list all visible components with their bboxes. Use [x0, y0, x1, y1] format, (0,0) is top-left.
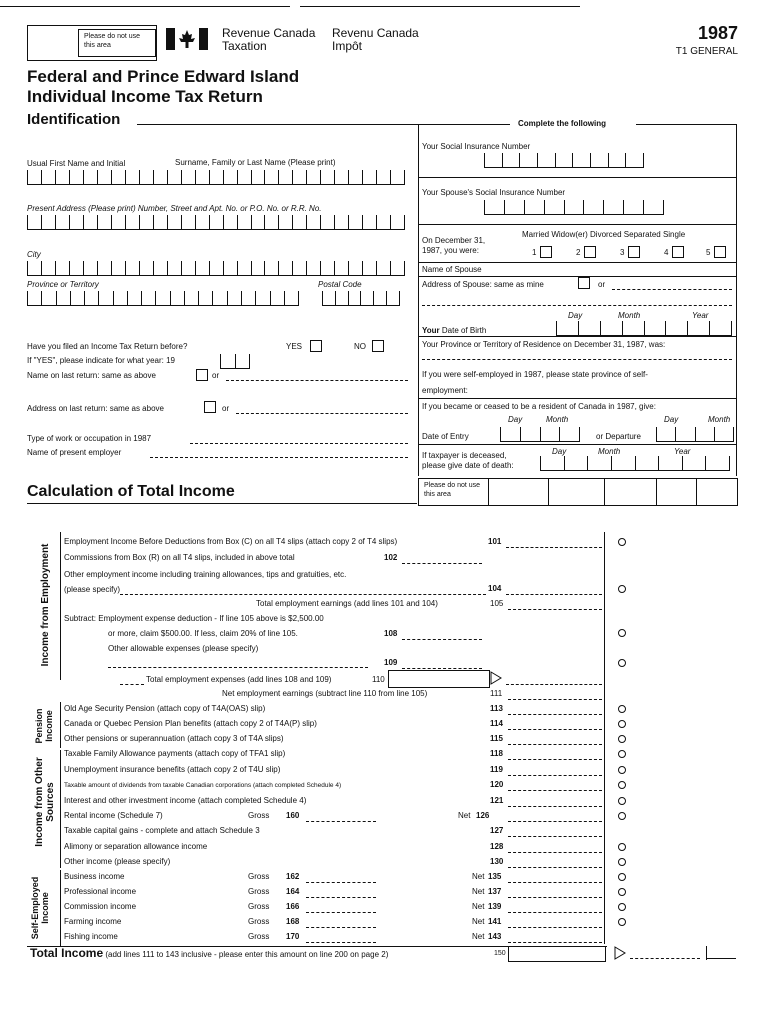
line-135-marker — [618, 873, 626, 881]
line-113-number: 113 — [490, 704, 503, 713]
line-119-label: Unemployment insurance benefits (attach copy 2 of T4U slip) — [64, 765, 281, 774]
arrow-right-icon — [490, 671, 502, 685]
arrow-right-icon-2 — [614, 946, 626, 960]
line-137-field[interactable] — [508, 897, 602, 898]
type-of-work-label: Type of work or occupation in 1987 — [27, 434, 152, 443]
dob-year-label: Year — [692, 311, 709, 320]
agency-fr-2: Impôt — [332, 39, 363, 53]
form-title-2: Individual Income Tax Return — [27, 87, 263, 106]
dob-label: Your Date of Birth — [422, 326, 487, 335]
name-last-return-label: Name on last return: same as above — [27, 371, 156, 380]
line-128-marker — [618, 843, 626, 851]
line-119-marker — [618, 766, 626, 774]
line-120-number: 120 — [490, 780, 504, 789]
line-139-marker — [618, 903, 626, 911]
departure-day-label: Day — [664, 415, 679, 424]
line-128-label: Alimony or separation allowance income — [64, 842, 208, 851]
line-113-field[interactable] — [508, 714, 602, 715]
self-employed-side-label: Self-Employed Income — [30, 876, 50, 940]
self-employed-label-1: If you were self-employed in 1987, please state province of self- — [422, 370, 648, 379]
line-118-label: Taxable Family Allowance payments (attach copy of TFA1 slip) — [64, 749, 286, 758]
agency-fr-1: Revenu Canada — [332, 26, 419, 40]
other-sources-side-label: Income from Other Sources — [34, 757, 56, 847]
line-104-number: 104 — [488, 584, 502, 593]
line-105-field[interactable] — [508, 609, 602, 610]
line-168-number: 168 — [286, 917, 300, 926]
line-121-marker — [618, 797, 626, 805]
address-label: Present Address (Please print) Number, Street and Apt. No. or P.O. No. or R.R. No. — [27, 204, 322, 213]
pension-side-label: Pension Income — [34, 708, 54, 744]
line-109-marker — [618, 659, 626, 667]
line-121-number: 121 — [490, 796, 504, 805]
line-120-field[interactable] — [508, 790, 602, 791]
dob-field[interactable] — [556, 321, 732, 335]
line-137-label: Professional income — [64, 887, 137, 896]
separated-checkbox[interactable] — [672, 246, 684, 258]
line-126-marker — [618, 812, 626, 820]
line-109-number: 109 — [384, 658, 398, 667]
spouse-sin-field[interactable] — [484, 200, 664, 214]
line-120-marker — [618, 781, 626, 789]
single-checkbox[interactable] — [714, 246, 726, 258]
if-yes-label: If "YES", please indicate for what year: 19 — [27, 356, 175, 365]
line-130-field[interactable] — [508, 867, 602, 868]
line-170-gross: Gross — [248, 932, 270, 941]
line-118-field[interactable] — [508, 759, 602, 760]
line-121-field[interactable] — [508, 806, 602, 807]
total-income-label: Total Income (add lines 111 to 143 inclusive - please enter this amount on line 200 on page 2) — [30, 946, 389, 960]
line-128-number: 128 — [490, 842, 504, 851]
date-of-entry-label: Date of Entry — [422, 432, 469, 441]
marital-n2: 2 — [576, 248, 581, 257]
line-101-number: 101 — [488, 537, 502, 546]
line-126-label: Rental income (Schedule 7) — [64, 811, 163, 820]
line-113-label: Old Age Security Pension (attach copy of T4A(OAS) slip) — [64, 704, 266, 713]
line-104-marker — [618, 585, 626, 593]
dob-day-label: Day — [568, 311, 583, 320]
line-135-label: Business income — [64, 872, 125, 881]
line-108-field[interactable] — [402, 639, 482, 640]
office-use-label: Please do not use this area — [84, 33, 141, 49]
self-employed-label-2: employment: — [422, 386, 468, 395]
line-126-number: 126 — [476, 811, 490, 820]
line-114-label: Canada or Quebec Pension Plan benefits (attach copy 2 of T4A(P) slip) — [64, 719, 317, 728]
deceased-label-2: please give date of death: — [422, 461, 514, 470]
line-101-marker — [618, 538, 626, 546]
line-139-number: 139 — [488, 902, 502, 911]
name-same-checkbox[interactable] — [196, 369, 208, 381]
departure-date-field[interactable] — [656, 427, 734, 441]
line-135-net: Net — [472, 872, 485, 881]
line-160-field[interactable] — [306, 821, 376, 822]
line-101-field[interactable] — [506, 547, 602, 548]
line-113-marker — [618, 705, 626, 713]
divorced-checkbox[interactable] — [628, 246, 640, 258]
line-166-gross: Gross — [248, 902, 270, 911]
line-162-gross: Gross — [248, 872, 270, 881]
line-115-marker — [618, 735, 626, 743]
form-code: T1 GENERAL — [675, 46, 738, 57]
city-field[interactable] — [27, 261, 405, 275]
line-114-field[interactable] — [508, 729, 602, 730]
form-title-1: Federal and Prince Edward Island — [27, 67, 300, 86]
agency-en-1: Revenue Canada — [222, 26, 316, 40]
marital-n1: 1 — [532, 248, 537, 257]
or-label-3: or — [598, 280, 606, 289]
death-year-label: Year — [674, 447, 691, 456]
sin-label: Your Social Insurance Number — [422, 142, 531, 151]
line-164-number: 164 — [286, 887, 300, 896]
spouse-sin-label: Your Spouse's Social Insurance Number — [422, 188, 566, 197]
line-137-net: Net — [472, 887, 485, 896]
line-162-number: 162 — [286, 872, 300, 881]
line-141-marker — [618, 918, 626, 926]
filed-no-checkbox[interactable] — [372, 340, 384, 352]
postal-code-field[interactable] — [322, 291, 400, 305]
line-139-field[interactable] — [508, 912, 602, 913]
line-115-field[interactable] — [508, 744, 602, 745]
addr-last-return-label: Address on last return: same as above — [27, 404, 164, 413]
entry-date-field[interactable] — [500, 427, 580, 441]
line-166-number: 166 — [286, 902, 300, 911]
line-141-number: 141 — [488, 917, 502, 926]
city-label: City — [27, 250, 41, 259]
line-101-label: Employment Income Before Deductions from Box (C) on all T4 slips (attach copy 2 of T4 slips) — [64, 537, 398, 546]
line-137-marker — [618, 888, 626, 896]
line-162-field[interactable] — [306, 882, 376, 883]
year-filed-field[interactable] — [220, 354, 250, 368]
entry-day-label: Day — [508, 415, 523, 424]
departure-month-label: Month — [708, 415, 731, 424]
line-164-gross: Gross — [248, 887, 270, 896]
complete-following: Complete the following — [518, 119, 606, 128]
line-119-field[interactable] — [508, 775, 602, 776]
death-month-label: Month — [598, 447, 621, 456]
line-150-number: 150 — [494, 950, 506, 957]
line-115-label: Other pensions or superannuation (attach copy 3 of T4A slips) — [64, 734, 284, 743]
line-127-field[interactable] — [508, 836, 602, 837]
surname-label: Surname, Family or Last Name (Please print) — [175, 158, 336, 167]
line-139-net: Net — [472, 902, 485, 911]
line-126-net: Net — [458, 811, 471, 820]
line-130-marker — [618, 858, 626, 866]
line-128-field[interactable] — [508, 852, 602, 853]
line-110-field[interactable] — [388, 670, 490, 688]
line-126-field[interactable] — [508, 821, 602, 822]
province-residence-label: Your Province or Territory of Residence on December 31, 1987, was: — [422, 340, 666, 349]
marital-n3: 3 — [620, 248, 625, 257]
agency-en-2: Taxation — [222, 39, 267, 53]
canada-flag-icon — [166, 27, 208, 51]
or-label-2: or — [222, 404, 230, 413]
line-118-number: 118 — [490, 749, 503, 758]
province-field[interactable] — [27, 291, 299, 305]
line-141-net: Net — [472, 917, 485, 926]
spouse-name-label: Name of Spouse — [422, 265, 482, 274]
line-139-label: Commission income — [64, 902, 137, 911]
line-108-number: 108 — [384, 629, 398, 638]
line-111-field[interactable] — [508, 699, 602, 700]
marital-q2: 1987, you were: — [422, 246, 479, 255]
line-127-number: 127 — [490, 826, 504, 835]
line-118-marker — [618, 750, 626, 758]
or-label-1: or — [212, 371, 220, 380]
employer-name-label: Name of present employer — [27, 448, 122, 457]
marital-n4: 4 — [664, 248, 669, 257]
first-name-label: Usual First Name and Initial — [27, 159, 126, 168]
filed-before-label: Have you filed an Income Tax Return before? — [27, 342, 188, 351]
filed-yes-checkbox[interactable] — [310, 340, 322, 352]
line-141-field[interactable] — [508, 927, 602, 928]
marital-n5: 5 — [706, 248, 711, 257]
line-119-number: 119 — [490, 765, 503, 774]
spouse-same-checkbox[interactable] — [578, 277, 590, 289]
deceased-label-1: If taxpayer is deceased, — [422, 451, 507, 460]
line-108-label-b: or more, claim $500.00. If less, claim 20% of line 105. — [108, 629, 298, 638]
line-164-field[interactable] — [306, 897, 376, 898]
line-108-marker — [618, 629, 626, 637]
entry-month-label: Month — [546, 415, 569, 424]
death-date-field[interactable] — [540, 456, 730, 470]
married-checkbox[interactable] — [540, 246, 552, 258]
line-127-label: Taxable capital gains - complete and attach Schedule 3 — [64, 826, 260, 835]
total-income-field[interactable] — [508, 946, 606, 962]
line-130-number: 130 — [490, 857, 504, 866]
line-168-gross: Gross — [248, 917, 270, 926]
resident-question: If you became or ceased to be a resident of Canada in 1987, give: — [422, 402, 656, 411]
line-108-label-a: Subtract: Employment expense deduction - If line 105 above is $2,500.00 — [64, 614, 324, 623]
office-use-label-2: Please do not use this area — [424, 482, 481, 498]
line-135-field[interactable] — [508, 882, 602, 883]
addr-same-checkbox[interactable] — [204, 401, 216, 413]
line-111-number: 111 — [490, 689, 503, 698]
yes-label: YES — [286, 342, 303, 351]
line-102-label: Commissions from Box (R) on all T4 slips, included in above total — [64, 553, 295, 562]
death-day-label: Day — [552, 447, 567, 456]
line-104-field[interactable] — [506, 594, 602, 595]
name-field[interactable] — [27, 170, 405, 184]
line-141-label: Farming income — [64, 917, 122, 926]
line-110-label: Total employment expenses (add lines 108 and 109) — [146, 675, 332, 684]
line-105-number: 105 — [490, 599, 504, 608]
line-109-field[interactable] — [402, 668, 482, 669]
address-field[interactable] — [27, 215, 405, 229]
income-heading: Calculation of Total Income — [27, 483, 235, 500]
identification-heading: Identification — [27, 111, 121, 128]
line-102-field[interactable] — [402, 563, 482, 564]
sin-field[interactable] — [484, 153, 644, 167]
line-114-marker — [618, 720, 626, 728]
line-137-number: 137 — [488, 887, 502, 896]
marital-q1: On December 31, — [422, 236, 486, 245]
line-111-label: Net employment earnings (subtract line 110 from line 105) — [222, 689, 428, 698]
line-135-number: 135 — [488, 872, 502, 881]
marital-options: Married Widow(er) Divorced Separated Single — [522, 230, 686, 239]
line-170-number: 170 — [286, 932, 300, 941]
line-104-label-a: Other employment income including training allowances, tips and gratuities, etc. — [64, 570, 347, 579]
line-130-label: Other income (please specify) — [64, 857, 171, 866]
line-105-label: Total employment earnings (add lines 101 and 104) — [256, 599, 438, 608]
dob-month-label: Month — [618, 311, 641, 320]
line-109-label: Other allowable expenses (please specify) — [108, 644, 259, 653]
line-110-number: 110 — [372, 675, 385, 684]
line-102-number: 102 — [384, 553, 398, 562]
line-120-label: Taxable amount of dividends from taxable Canadian corporations (attach completed Schedule 4) — [64, 782, 342, 789]
line-115-number: 115 — [490, 734, 503, 743]
line-114-number: 114 — [490, 719, 503, 728]
province-label: Province or Territory — [27, 280, 99, 289]
form-year: 1987 — [697, 23, 738, 43]
spouse-address-label: Address of Spouse: same as mine — [422, 280, 544, 289]
line-166-field[interactable] — [306, 912, 376, 913]
line-143-field[interactable] — [508, 942, 602, 943]
line-104-label-b: (please specify) — [64, 585, 121, 594]
line-143-label: Fishing income — [64, 932, 118, 941]
no-label: NO — [354, 342, 366, 351]
line-143-number: 143 — [488, 932, 502, 941]
widower-checkbox[interactable] — [584, 246, 596, 258]
employment-side-label: Income from Employment — [40, 543, 51, 667]
line-160-number: 160 — [286, 811, 300, 820]
or-departure-label: or Departure — [596, 432, 641, 441]
postal-label: Postal Code — [318, 280, 362, 289]
line-168-field[interactable] — [306, 927, 376, 928]
line-143-net: Net — [472, 932, 485, 941]
line-121-label: Interest and other investment income (attach completed Schedule 4) — [64, 796, 307, 805]
line-170-field[interactable] — [306, 942, 376, 943]
line-160-gross: Gross — [248, 811, 270, 820]
